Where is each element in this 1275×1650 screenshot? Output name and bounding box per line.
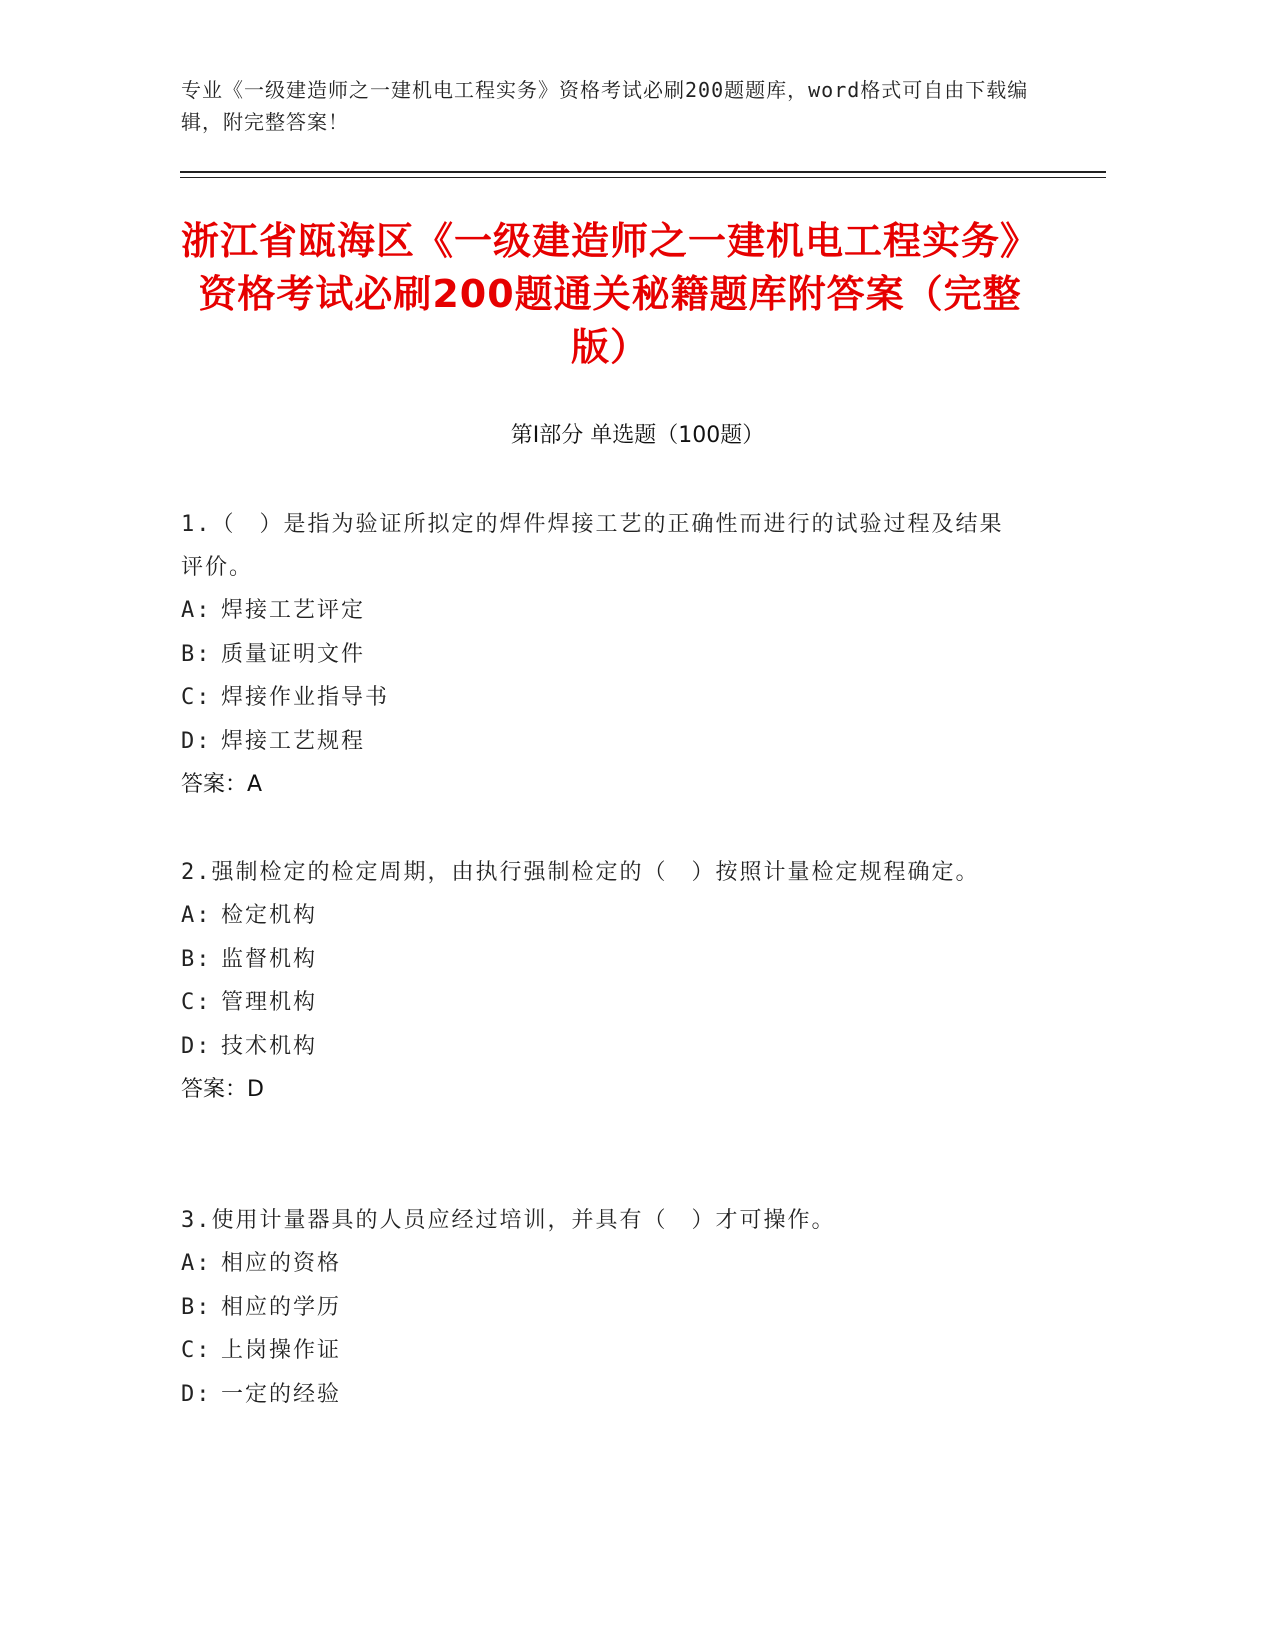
option-a bbox=[181, 894, 1021, 938]
document-title: 浙江省瓯海区《一级建造师之一建机电工程实务》资格考试必刷200题通关秘籍题库附答案（完整版） bbox=[180, 219, 1039, 369]
question-stem: 3.使用计量器具的人员应经过培训，并具有（ ）才可操作。 bbox=[181, 1208, 836, 1233]
option-text: 焊接工艺评定 bbox=[221, 598, 366, 623]
option-b bbox=[181, 938, 1021, 982]
option-key: C: bbox=[181, 1338, 212, 1363]
option-c bbox=[181, 676, 1021, 720]
question-1 bbox=[181, 503, 1021, 807]
option-text: 一定的经验 bbox=[221, 1381, 342, 1407]
option-text: 相应的学历 bbox=[221, 1294, 342, 1320]
option-key: D: bbox=[181, 1033, 212, 1059]
option-text: 上岗操作证 bbox=[221, 1338, 342, 1363]
option-text: 相应的资格 bbox=[221, 1251, 342, 1276]
option-key: C: bbox=[181, 990, 212, 1015]
header-divider-thin bbox=[180, 177, 1106, 178]
option-d bbox=[181, 720, 1021, 764]
option-key: A: bbox=[181, 903, 212, 928]
option-key: A: bbox=[181, 1251, 212, 1276]
question-stem: 1.（ ）是指为验证所拟定的焊件焊接工艺的正确性而进行的试验过程及结果评价。 bbox=[181, 512, 1004, 580]
option-key: D: bbox=[181, 1381, 212, 1407]
header-note: 专业《一级建造师之一建机电工程实务》资格考试必刷200题题库，word格式可自由下载编辑，附完整答案！ bbox=[181, 78, 1029, 134]
option-text: 质量证明文件 bbox=[221, 641, 366, 667]
question-stem: 2.强制检定的检定周期，由执行强制检定的（ ）按照计量检定规程确定。 bbox=[181, 860, 980, 885]
question-2 bbox=[181, 851, 1021, 1112]
section-title: 第I部分 单选题（100题） bbox=[510, 423, 765, 448]
option-c bbox=[181, 981, 1021, 1025]
option-key: D: bbox=[181, 728, 212, 754]
answer-line: 答案：A bbox=[181, 772, 263, 797]
option-text: 检定机构 bbox=[221, 903, 318, 928]
option-d bbox=[181, 1373, 1021, 1417]
header-divider-thick bbox=[180, 171, 1106, 173]
option-key: C: bbox=[181, 685, 212, 710]
answer-line: 答案：D bbox=[181, 1077, 264, 1102]
option-c bbox=[181, 1329, 1021, 1373]
option-text: 焊接作业指导书 bbox=[221, 685, 390, 710]
option-key: B: bbox=[181, 946, 212, 972]
option-text: 技术机构 bbox=[221, 1033, 318, 1059]
option-b bbox=[181, 1286, 1021, 1330]
option-a bbox=[181, 1242, 1021, 1286]
option-text: 焊接工艺规程 bbox=[221, 728, 366, 754]
option-d bbox=[181, 1025, 1021, 1069]
option-a bbox=[181, 589, 1021, 633]
option-text: 管理机构 bbox=[221, 990, 318, 1015]
option-key: B: bbox=[181, 641, 212, 667]
question-3 bbox=[181, 1199, 1021, 1416]
option-key: B: bbox=[181, 1294, 212, 1320]
option-b bbox=[181, 633, 1021, 677]
option-key: A: bbox=[181, 598, 212, 623]
option-text: 监督机构 bbox=[221, 946, 318, 972]
